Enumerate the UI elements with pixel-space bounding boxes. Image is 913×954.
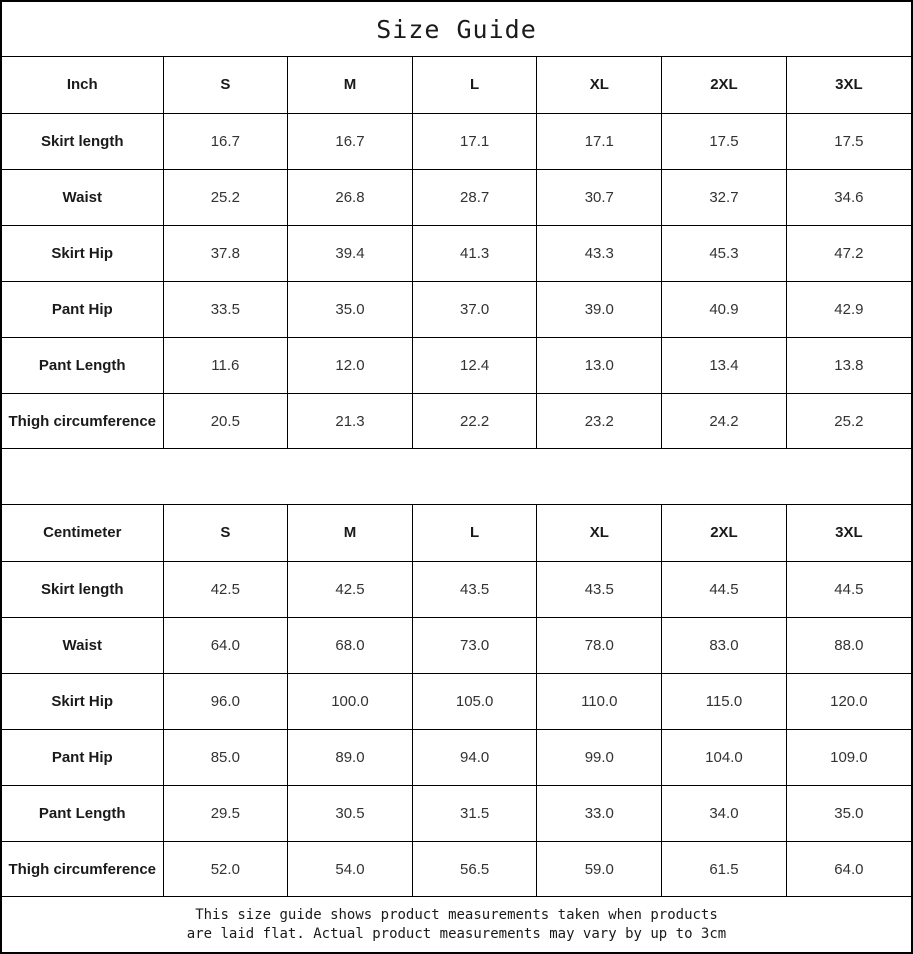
measurement-value-cell: 13.8 <box>786 337 911 393</box>
measurement-label-cell: Pant Length <box>2 785 163 841</box>
measurement-value-cell: 12.0 <box>288 337 413 393</box>
measurement-value-cell: 42.5 <box>163 561 288 617</box>
measurement-label-cell: Skirt length <box>2 561 163 617</box>
measurement-value-cell: 54.0 <box>288 841 413 897</box>
size-header-cell: XL <box>537 505 662 561</box>
measurement-row <box>2 617 911 673</box>
measurement-row <box>2 841 911 897</box>
measurement-value-cell: 25.2 <box>786 393 911 449</box>
measurement-row <box>2 169 911 225</box>
measurement-value-cell: 17.1 <box>537 113 662 169</box>
centimeter-size-table <box>2 505 911 897</box>
size-header-cell: 2XL <box>662 57 787 113</box>
measurement-value-cell: 17.5 <box>662 113 787 169</box>
disclaimer-line-2: are laid flat. Actual product measurements may vary by up to 3cm <box>186 925 727 942</box>
measurement-label-cell: Pant Hip <box>2 281 163 337</box>
measurement-value-cell: 26.8 <box>288 169 413 225</box>
measurement-value-cell: 120.0 <box>786 673 911 729</box>
measurement-value-cell: 41.3 <box>412 225 537 281</box>
measurement-value-cell: 11.6 <box>163 337 288 393</box>
measurement-value-cell: 25.2 <box>163 169 288 225</box>
measurement-value-cell: 47.2 <box>786 225 911 281</box>
measurement-value-cell: 30.7 <box>537 169 662 225</box>
measurement-value-cell: 73.0 <box>412 617 537 673</box>
measurement-value-cell: 42.9 <box>786 281 911 337</box>
measurement-value-cell: 31.5 <box>412 785 537 841</box>
measurement-value-cell: 39.0 <box>537 281 662 337</box>
size-header-cell: M <box>288 57 413 113</box>
measurement-label-cell: Skirt length <box>2 113 163 169</box>
measurement-value-cell: 22.2 <box>412 393 537 449</box>
measurement-value-cell: 40.9 <box>662 281 787 337</box>
size-header-cell: 3XL <box>786 505 911 561</box>
measurement-label-cell: Waist <box>2 169 163 225</box>
measurement-label-cell: Waist <box>2 617 163 673</box>
measurement-value-cell: 64.0 <box>786 841 911 897</box>
measurement-value-cell: 21.3 <box>288 393 413 449</box>
measurement-value-cell: 44.5 <box>786 561 911 617</box>
size-header-cell: M <box>288 505 413 561</box>
measurement-value-cell: 39.4 <box>288 225 413 281</box>
measurement-value-cell: 42.5 <box>288 561 413 617</box>
measurement-value-cell: 37.8 <box>163 225 288 281</box>
measurement-value-cell: 105.0 <box>412 673 537 729</box>
measurement-value-cell: 109.0 <box>786 729 911 785</box>
measurement-label-cell: Thigh circumference <box>2 393 163 449</box>
measurement-value-cell: 43.5 <box>412 561 537 617</box>
size-header-cell: L <box>412 505 537 561</box>
measurement-value-cell: 13.4 <box>662 337 787 393</box>
measurement-value-cell: 28.7 <box>412 169 537 225</box>
measurement-value-cell: 33.0 <box>537 785 662 841</box>
size-header-cell: 3XL <box>786 57 911 113</box>
measurement-value-cell: 37.0 <box>412 281 537 337</box>
measurement-value-cell: 29.5 <box>163 785 288 841</box>
measurement-value-cell: 16.7 <box>288 113 413 169</box>
measurement-value-cell: 13.0 <box>537 337 662 393</box>
measurement-row <box>2 225 911 281</box>
table-divider-gap <box>2 448 911 505</box>
measurement-value-cell: 43.5 <box>537 561 662 617</box>
measurement-label-cell: Pant Hip <box>2 729 163 785</box>
measurement-value-cell: 24.2 <box>662 393 787 449</box>
measurement-label-cell: Thigh circumference <box>2 841 163 897</box>
measurement-row <box>2 281 911 337</box>
measurement-row <box>2 393 911 449</box>
measurement-value-cell: 52.0 <box>163 841 288 897</box>
measurement-label-cell: Skirt Hip <box>2 673 163 729</box>
measurement-value-cell: 100.0 <box>288 673 413 729</box>
measurement-label-cell: Pant Length <box>2 337 163 393</box>
measurement-value-cell: 115.0 <box>662 673 787 729</box>
measurement-value-cell: 88.0 <box>786 617 911 673</box>
measurement-label-cell: Skirt Hip <box>2 225 163 281</box>
size-header-row <box>2 57 911 113</box>
measurement-value-cell: 68.0 <box>288 617 413 673</box>
unit-header-cell: Centimeter <box>2 505 163 561</box>
measurement-value-cell: 104.0 <box>662 729 787 785</box>
measurement-value-cell: 12.4 <box>412 337 537 393</box>
measurement-value-cell: 32.7 <box>662 169 787 225</box>
unit-header-cell: Inch <box>2 57 163 113</box>
measurement-value-cell: 34.0 <box>662 785 787 841</box>
measurement-row <box>2 113 911 169</box>
measurement-value-cell: 56.5 <box>412 841 537 897</box>
measurement-row <box>2 729 911 785</box>
measurement-value-cell: 17.1 <box>412 113 537 169</box>
measurement-row <box>2 673 911 729</box>
size-header-cell: L <box>412 57 537 113</box>
size-header-cell: 2XL <box>662 505 787 561</box>
size-guide-disclaimer <box>2 896 911 952</box>
size-header-cell: S <box>163 505 288 561</box>
measurement-value-cell: 59.0 <box>537 841 662 897</box>
measurement-value-cell: 35.0 <box>288 281 413 337</box>
measurement-value-cell: 99.0 <box>537 729 662 785</box>
measurement-value-cell: 45.3 <box>662 225 787 281</box>
measurement-value-cell: 94.0 <box>412 729 537 785</box>
size-header-cell: XL <box>537 57 662 113</box>
measurement-value-cell: 64.0 <box>163 617 288 673</box>
measurement-value-cell: 33.5 <box>163 281 288 337</box>
size-guide-title: Size Guide <box>2 2 911 57</box>
measurement-value-cell: 96.0 <box>163 673 288 729</box>
size-header-cell: S <box>163 57 288 113</box>
inch-size-table <box>2 57 911 449</box>
measurement-value-cell: 85.0 <box>163 729 288 785</box>
measurement-row <box>2 337 911 393</box>
measurement-value-cell: 35.0 <box>786 785 911 841</box>
measurement-value-cell: 61.5 <box>662 841 787 897</box>
measurement-value-cell: 78.0 <box>537 617 662 673</box>
measurement-value-cell: 23.2 <box>537 393 662 449</box>
measurement-value-cell: 43.3 <box>537 225 662 281</box>
disclaimer-line-1: This size guide shows product measurements taken when products <box>195 906 718 923</box>
measurement-value-cell: 17.5 <box>786 113 911 169</box>
measurement-value-cell: 30.5 <box>288 785 413 841</box>
measurement-value-cell: 16.7 <box>163 113 288 169</box>
measurement-value-cell: 83.0 <box>662 617 787 673</box>
measurement-value-cell: 20.5 <box>163 393 288 449</box>
size-header-row <box>2 505 911 561</box>
measurement-value-cell: 110.0 <box>537 673 662 729</box>
measurement-value-cell: 44.5 <box>662 561 787 617</box>
measurement-value-cell: 89.0 <box>288 729 413 785</box>
measurement-value-cell: 34.6 <box>786 169 911 225</box>
measurement-row <box>2 785 911 841</box>
measurement-row <box>2 561 911 617</box>
